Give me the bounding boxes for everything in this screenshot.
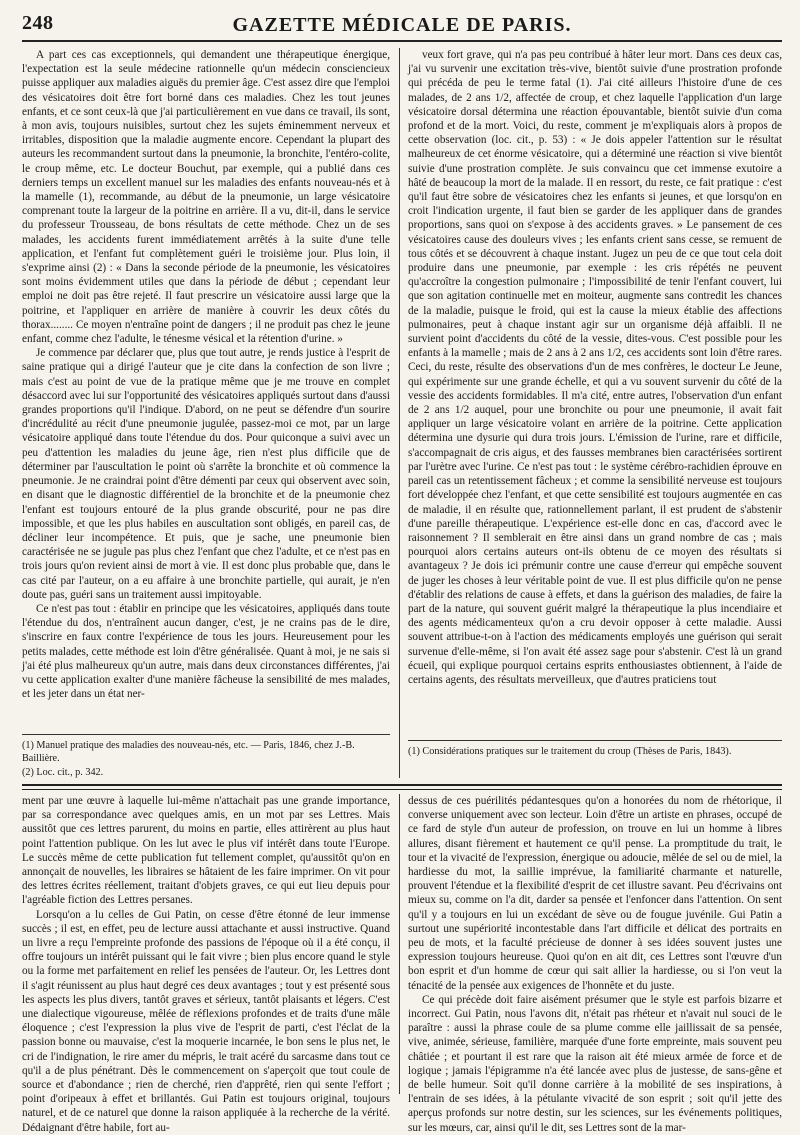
paragraph: Ce n'est pas tout : établir en principe que les vésicatoires, appliqués dans toute l'étendue du dos, n'entraînent aucun danger, c'est, je ne crains pas de le dire, s'inscrire en faux contre l'expérience de tous les jours. Heureusement pour les petits malades, cette méthode est loin d'être généralisée. Quant à moi, je ne sais si j'ai été plus malheureux qu'un autre, mais dans deux circonstances différentes, j'ai vu cette application exalter d'une manière fâcheuse la sensibilité de mes malades, et les jeter dans un état ner- [22,602,390,701]
footnote: (1) Manuel pratique des maladies des nouveau-nés, etc. — Paris, 1846, chez J.-B. Baillière. [22,740,355,764]
footnote: (2) Loc. cit., p. 342. [22,767,104,778]
page-number: 248 [22,12,54,34]
journal-title: GAZETTE MÉDICALE DE PARIS. [232,14,572,36]
footnotes-left [22,734,390,780]
paragraph: Ce qui précède doit faire aisément présumer que le style est parfois bizarre et incorrect. Gui Patin, nous l'avons dit, n'était pas rhéteur et n'avait nul souci de le paraître : aussi la phrase coule de sa plume comme elle jaillissait de sa pensée, vive, animée, sérieuse, familière, marquée d'une forte empreinte, mais souvent peu châtiée ; et pourtant il est rare que la raison ait été mieux armée de force et de logique ; jamais l'épigramme n'a été lancée avec plus de justesse, de sans-gêne et de belle humeur. Soit qu'il donne carrière à la mobilité de ses inspirations, à l'entrain de ses idées, à la pétulante vivacité de son esprit ; soit qu'il jette des aperçus profonds sur notre destin, sur les sciences, sur les événements politiques, sur les mœurs, car, ainsi qu'il le dit, ses Lettres sont de la mar- [408,993,782,1134]
footnotes-right [408,740,782,759]
section-divider [22,784,782,790]
page-header [22,6,782,42]
article-column-right [408,48,782,732]
paragraph: dessus de ces puérilités pédantesques qu'on a honorées du nom de rhétorique, il converse uniquement avec son lecteur. Loin d'être un artiste en phrases, occupé de ce fard de style d'un auteur de profession, on trouve en lui un homme à libres allures, disant fièrement et hautement ce qu'il pense. La promptitude du trait, le tour et la vivacité de l'expression, énergique ou adoucie, mêlée de sel ou de miel, la hardiesse du mot, la saillie imprévue, la familiarité charmante et naturelle, prouvent l'étendue et la flexibilité d'esprit de cet illustre savant. Peu d'écrivains ont mieux su, comme on l'a dit, darder sa pensée et l'enfoncer dans l'attention. On sent qu'il y a toujours en lui un excédant de sève ou de fougue juvénile. Gui Patin a surtout une supériorité incontestable dans l'art difficile et délicat des portraits en peu de mots, et la faculté précieuse de donner à ses idées souvent justes une expression toujours heureuse. Quoi qu'on en ait dit, ces Lettres sont l'œuvre d'un bon esprit et d'un homme de cœur qui sait allier la hardiesse, ou si l'on veut la ténacité de la pensée aux exigences de l'honnête et du juste. [408,795,782,992]
feuilleton-column-right [408,794,782,1134]
footnote: (1) Considérations pratiques sur le traitement du croup (Thèses de Paris, 1843). [408,746,732,757]
paragraph: veux fort grave, qui n'a pas peu contribué à hâter leur mort. Dans ces deux cas, j'ai vu survenir une excitation très-vive, bientôt suivie d'une prostration profonde qui précéda de peu le terme fatal (1). J'ai cité ailleurs l'histoire d'une de ces malades, de 2 ans 1/2, affectée de croup, et chez laquelle l'application d'un large vésicatoire dorsal détermina une réaction épouvantable, bientôt suivie d'un coma profond et de la mort. Voici, du reste, comment je m'expliquais alors à propos de cette observation (loc. cit., p. 53) : « Je dois appeler l'attention sur le résultat malheureux de cet énorme vésicatoire, qui a déterminé une réaction si vive bientôt suivie d'une prostration complète. Je suis convaincu que cet immense exutoire a hâté de beaucoup la mort de la malade. Il en ressort, du reste, ce fait pratique : c'est qu'il faut être sobre de vésicatoires chez les enfants si jeunes, et que lorsqu'on en croit l'indication urgente, il faut bien se garder de les appliquer dans de grandes proportions, sans quoi on s'expose à des accidents graves. » Le pansement de ces vésicatoires cause des douleurs vives ; les enfants crient sans cesse, se remuent de tous côtés et se découvrent à chaque instant. Jugez un peu de ce que tout cela doit produire dans une pneumonie, par exemple : les cris répétés ne peuvent qu'accroître la congestion pulmonaire ; l'impossibilité de tenir l'enfant couvert, lui que son agitation continuelle met en moiteur, augmente sans contredit les chances de la maladie, puisque le froid, qui est la cause la mieux établie des affections pulmonaires, peut à chaque instant agir sur un organisme déjà affaibli. Il ne survient point d'accidents du côté de la vessie, dites-vous. C'est possible pour les enfants à la mamelle ; mais de 2 ans à 2 ans 1/2, ces accidents sont loin d'être rares. Ceci, du reste, résulte des observations d'un de mes confrères, le docteur Le Jeune, qui expérimente sur une grande échelle, et qui a vu souvent survenir du côté de la vessie des accidents formidables. Il m'a cité, entre autres, l'observation d'un enfant de 2 ans 1/2 auquel, pour une bronchite ou pour une pneumonie, il avait fait appliquer un large vésicatoire volant en arrière de la poitrine. Cette application détermina une dysurie qui dura trois jours. L'émission de l'urine, rare et difficile, s'accompagnait de cris aigus, et des fausses membranes bien caractérisées sortirent par l'urètre avec l'urine. Ce n'est pas tout : le système cérébro-rachidien éprouve en pareil cas un retentissement fâcheux ; et comme la sensibilité nerveuse est toujours fort développée chez l'enfant, et que cette sensibilité est toujours augmentée en cas de maladie, il en résulte que, rationnellement parlant, il est prudent de s'abstenir d'une pareille thérapeutique. L'expérience est-elle donc en cas, d'accord avec le raisonnement ? Il semblerait en être ainsi dans un grand nombre de cas ; mais pourquoi alors certains auteurs ont-ils obtenu de ce moyen des résultats si avantageux ? Je dois ici prémunir contre une cause d'erreur qui empêche souvent de juger les choses à leur véritable point de vue. Il est plus difficile qu'on ne pense d'établir des relations de cause à effets, et dans la guérison des maladies, de faire la part de la nature, qui souvent guérit malgré la thérapeutique la plus incendiaire et des agents médicamenteux qu'on a cru devoir opposer à cette maladie. Aussi souvent attribue-t-on à l'action des médicaments employés une guérison qui serait survenue d'elle-même, si l'on avait été assez sage pour s'abstenir. C'est là un grand écueil, qui explique pourquoi certains esprits enthousiastes obtiennent, à l'aide de certains agents, des résultats merveilleux, que d'autres praticiens tout [408,49,782,686]
paragraph: Lorsqu'on a lu celles de Gui Patin, on cesse d'être étonné de leur immense succès ; il est, en effet, peu de lecture aussi attachante et aussi instructive. Quand un livre a reçu l'empreinte profonde des passions de l'époque où il a été conçu, il offre toujours un intérêt puissant qui le fait vivre ; bien plus encore quand le style ou la forme met parfaitement en relief les pensées de l'auteur. Or, les Lettres dont il s'agit réunissent au plus haut degré ces deux avantages ; tout y est présenté sous les aspects les plus divers, tantôt graves et sérieux, tantôt plaisants et légers. C'est une dialectique vigoureuse, mêlée de réflexions profondes et de traits d'une mâle éloquence ; c'est l'expression la plus vive de l'esprit de parti, c'est l'éclat de la passion bonne ou mauvaise, c'est la moquerie incarnée, le bon sens le plus net, le cri de l'indignation, le rire amer du mépris, le trait acéré du sarcasme dans tout ce qu'il a de plus pénétrant. Dès le commencement on s'aperçoit que tout coule de source et d'abondance ; rien de cherché, rien d'apprêté, rien qui sente l'effort ; point d'oripeaux à effet et brillantés. Gui Patin est toujours original, toujours naturel, et de ce naturel que donne la raison appliquée à la recherche de la vérité. Dédaignant d'être habile, fort au- [22,908,390,1134]
article-column-left [22,48,390,724]
column-divider [399,48,400,778]
paragraph: A part ces cas exceptionnels, qui demandent une thérapeutique énergique, l'expectation est la seule médecine rationnelle qu'un médecin consciencieux puisse appliquer aux maladies aiguës du premier âge. C'est assez dire que l'emploi des vésicatoires doit être fort borné dans ces maladies. Chez les tout jeunes enfants, et ce sont ceux-là que j'ai particulièrement en vue dans ce travail, ils sont, à mon avis, toujours nuisibles, surtout chez les sujets éminemment nerveux et irritables, disposition que la maladie augmente encore. Cependant la plupart des auteurs les recommandent surtout dans la pneumonie, la bronchite, l'entéro-colite, le croup même, etc. Le docteur Bouchut, par exemple, qui a publié dans ces derniers temps un excellent manuel sur les maladies des enfants nouveau-nés et à la mamelle (1), recommande, au début de la pneumonie, un large vésicatoire comprenant toute la largeur de la poitrine en arrière. Il a vu, dit-il, dans le service du professeur Trousseau, de bons résultats de cette méthode. Chez un de ses malades, les accidents furent immédiatement arrêtés à la suite d'une telle application, et l'enfant fut complètement guéri le troisième jour. Plus loin, il s'exprime ainsi (2) : « Dans la seconde période de la pneumonie, les vésicatoires sont moins évidemment utiles que dans la période de début ; cependant leur emploi ne doit pas être rejeté. Il faut prescrire un vésicatoire aussi large que la poitrine, et l'appliquer en arrière de manière à couvrir les deux côtés du thorax........ Ce moyen n'entraîne point de dangers ; il ne produit pas chez le jeune enfant, comme chez l'adulte, le ténesme vésical et la rétention d'urine. » [22,49,390,346]
column-divider [399,794,400,1094]
paragraph: Je commence par déclarer que, plus que tout autre, je rends justice à l'esprit de saine pratique qui a dirigé l'auteur que je cite dans la confection de son livre ; mais c'est au point de vue de la pratique même que je me trouve en complet désaccord avec lui sur l'opportunité des vésicatoires appliqués surtout dans d'aussi grandes proportions qu'il l'indique. D'abord, on ne peut se défendre d'un sourire d'incrédulité au récit d'une pneumonie jugulée, passez-moi ce mot, par un large vésicatoire appliqué dans toute l'étendue du dos. Pour quiconque a suivi avec un peu d'attention les maladies du jeune âge, rien n'est plus difficile que de déterminer par l'auscultation le point où s'arrête la bronchite et où commence la pneumonie. Je ne craindrai point d'être démenti par ceux qui observent avec soin, en disant que le diagnostic différentiel de la bronchite et de la pneumonie chez l'enfant est toujours entouré de la plus grande obscurité, pour ne pas dire impossible, et que les plus habiles en auscultation sont obligés, en pareil cas, de décliner leur incompétence. Et puis, que je sache, une pneumonie bien caractérisée ne se jugule pas plus chez l'enfant que chez l'adulte, et ce n'est pas en trois jours qu'on revient ainsi de mort à vie. Il est donc plus probable que, dans le cas cité par l'auteur, on a eu affaire à une bronchite partielle, qui aurait, je n'en doute pas, guéri sans un traitement aussi impitoyable. [22,347,390,601]
feuilleton-column-left [22,794,390,1134]
paragraph: ment par une œuvre à laquelle lui-même n'attachait pas une grande importance, par sa correspondance avec quelques amis, en un mot par ses Lettres. Mais aussitôt que ces lettres parurent, du moins en partie, elles attirèrent au plus haut point l'attention publique. On les lut avec le plus vif intérêt dans toute l'Europe. Le succès même de cette publication fut tellement complet, qu'aussitôt qu'on en annonçait de nouvelles, les libraires se hâtaient de les faire imprimer. On vit pour des lettres écrites réellement, traitant d'objets graves, ce qui eut lieu depuis pour l'agréable fiction des Lettres persanes. [22,795,390,907]
